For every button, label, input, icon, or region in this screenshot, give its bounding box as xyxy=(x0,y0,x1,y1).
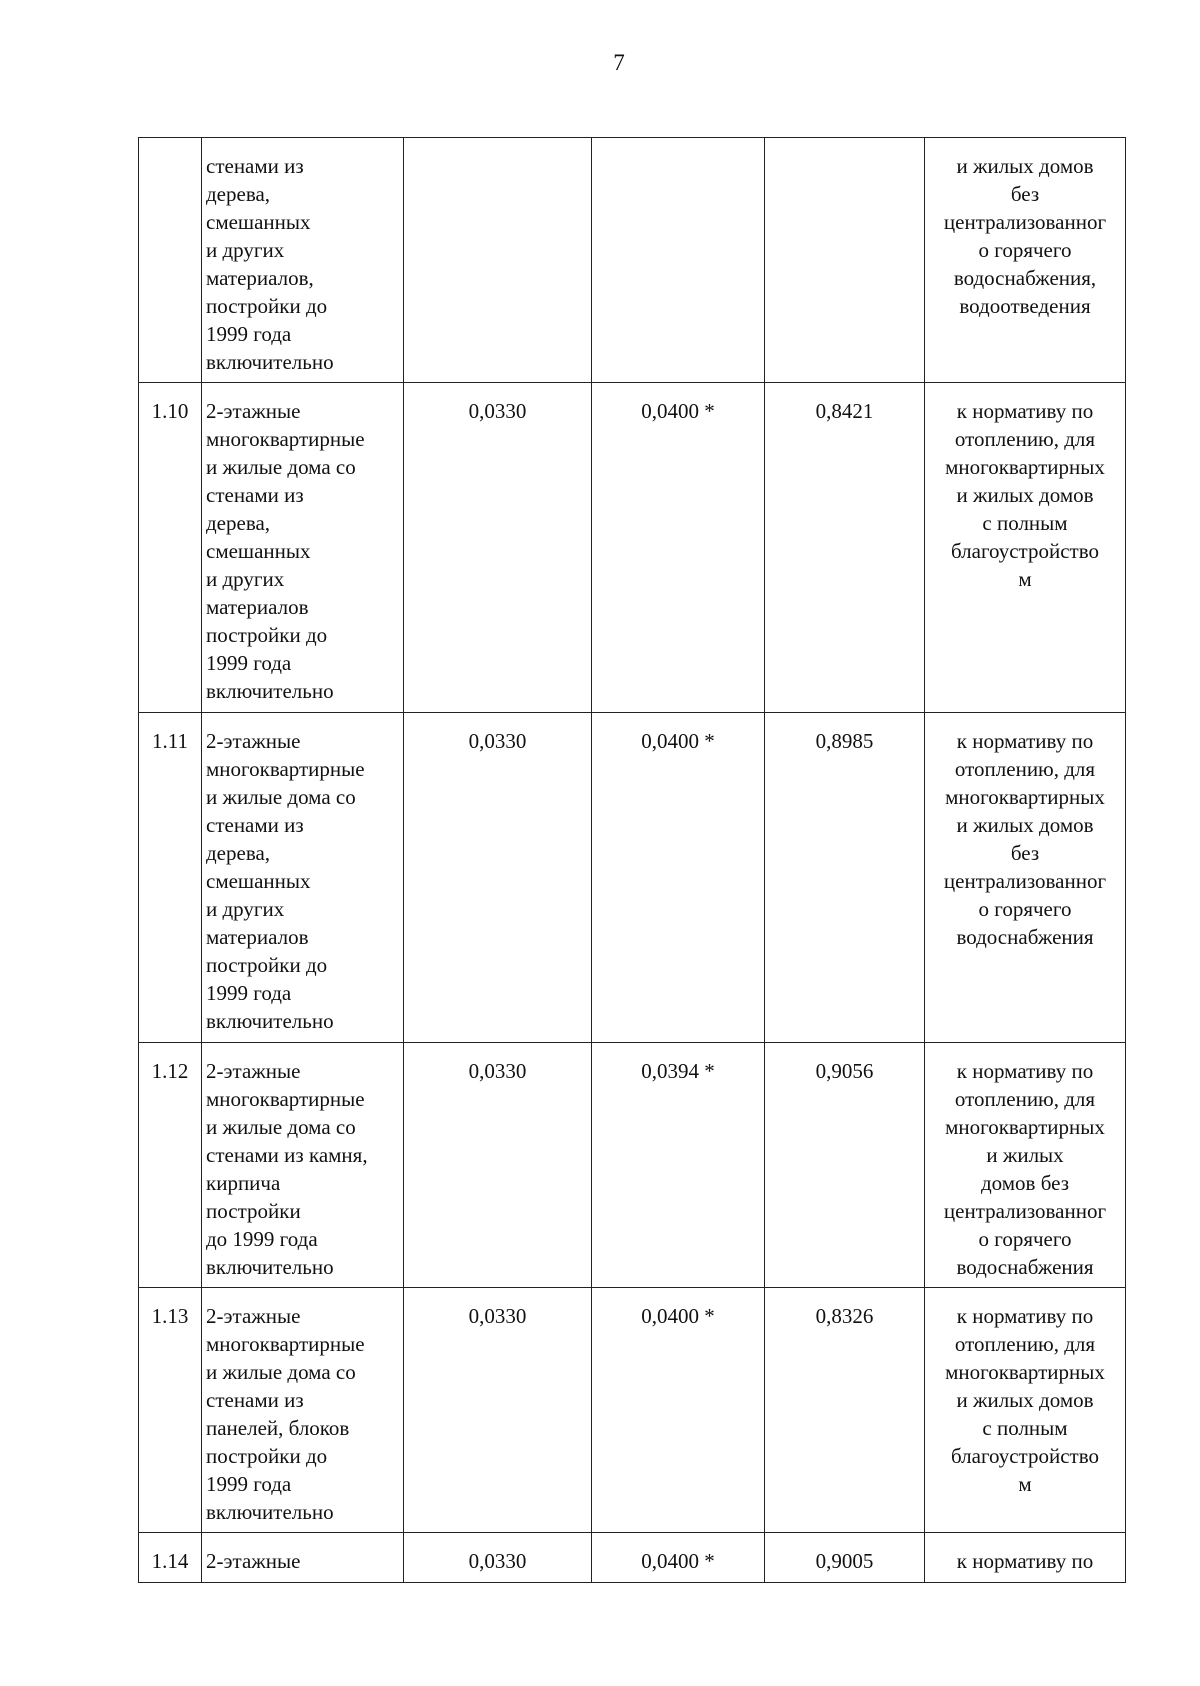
description-line: многоквартирные xyxy=(206,1332,365,1356)
description-line: и жилые дома со xyxy=(206,1115,356,1139)
note-line: централизованног xyxy=(943,869,1107,893)
row-number: 1.14 xyxy=(151,1549,189,1573)
description-line: 2-этажные xyxy=(206,729,301,753)
value-cell-2 xyxy=(592,1288,765,1533)
description-line: стенами из камня, xyxy=(206,1143,368,1167)
row-number: 1.11 xyxy=(152,729,188,753)
table-row xyxy=(139,138,1126,383)
note-line: о горячего xyxy=(978,1227,1072,1251)
table-row xyxy=(139,1533,1126,1583)
description-line: постройки xyxy=(206,1199,301,1223)
description-line: включительно xyxy=(206,679,334,703)
table-body xyxy=(139,138,1126,1583)
note-line: централизованног xyxy=(943,1199,1107,1223)
description-line: и жилые дома со xyxy=(206,785,356,809)
description-line: дерева, xyxy=(206,182,271,206)
note-line: к нормативу по xyxy=(956,399,1094,423)
note-line: без xyxy=(1010,182,1040,206)
note-line: к нормативу по xyxy=(956,1059,1094,1083)
description-cell xyxy=(202,1288,404,1533)
description-line: дерева, xyxy=(206,511,271,535)
value-cell-1 xyxy=(404,138,592,383)
description-line: смешанных xyxy=(206,539,311,563)
value-cell-3 xyxy=(765,1043,925,1288)
value-2: 0,0400 * xyxy=(641,729,715,753)
value-cell-3 xyxy=(765,1533,925,1583)
description-line: 2-этажные xyxy=(206,1059,301,1083)
note-cell xyxy=(925,1288,1126,1533)
note-line: и жилых домов xyxy=(956,154,1094,178)
note-line: к нормативу по xyxy=(956,1304,1094,1328)
value-cell-3 xyxy=(765,713,925,1043)
description-line: смешанных xyxy=(206,869,311,893)
value-3: 0,8985 xyxy=(815,729,874,753)
description-line: материалов, xyxy=(206,266,314,290)
value-cell-1 xyxy=(404,1043,592,1288)
value-cell-3 xyxy=(765,138,925,383)
note-line: домов без xyxy=(980,1171,1070,1195)
value-1: 0,0330 xyxy=(468,729,527,753)
row-number-cell xyxy=(139,1288,202,1533)
description-line: постройки до xyxy=(206,1444,328,1468)
note-line: благоустройство xyxy=(950,539,1099,563)
note-line: и жилых домов xyxy=(956,1388,1094,1412)
note-line: благоустройство xyxy=(950,1444,1099,1468)
table-row xyxy=(139,1288,1126,1533)
value-2: 0,0400 * xyxy=(641,399,715,423)
description-line: материалов xyxy=(206,925,309,949)
description-line: многоквартирные xyxy=(206,427,365,451)
value-3: 0,8421 xyxy=(815,399,874,423)
description-line: стенами из xyxy=(206,813,304,837)
description-line: постройки до xyxy=(206,294,328,318)
value-cell-2 xyxy=(592,1043,765,1288)
description-line: и других xyxy=(206,238,285,262)
value-1: 0,0330 xyxy=(468,399,527,423)
description-line: смешанных xyxy=(206,210,311,234)
value-cell-1 xyxy=(404,383,592,713)
value-1: 0,0330 xyxy=(468,1549,527,1573)
description-line: 1999 года xyxy=(206,1472,292,1496)
value-3: 0,9005 xyxy=(815,1549,874,1573)
row-number: 1.13 xyxy=(151,1304,189,1328)
value-2: 0,0394 * xyxy=(641,1059,715,1083)
description-line: 1999 года xyxy=(206,322,292,346)
note-line: водоснабжения xyxy=(956,925,1094,949)
value-3: 0,9056 xyxy=(815,1059,874,1083)
description-cell xyxy=(202,138,404,383)
value-1: 0,0330 xyxy=(468,1059,527,1083)
row-number-cell xyxy=(139,138,202,383)
value-cell-2 xyxy=(592,713,765,1043)
note-line: водоснабжения xyxy=(956,1255,1094,1279)
note-line: отоплению, для xyxy=(954,757,1096,781)
note-line: м xyxy=(1018,1472,1032,1496)
description-line: стенами из xyxy=(206,483,304,507)
description-cell xyxy=(202,1043,404,1288)
note-line: отоплению, для xyxy=(954,1332,1096,1356)
description-line: и других xyxy=(206,567,285,591)
description-line: и других xyxy=(206,897,285,921)
note-line: к нормативу по xyxy=(956,1549,1094,1573)
value-cell-1 xyxy=(404,713,592,1043)
note-line: централизованног xyxy=(943,210,1107,234)
note-line: отоплению, для xyxy=(954,427,1096,451)
note-line: м xyxy=(1018,567,1032,591)
description-cell xyxy=(202,1533,404,1583)
note-line: многоквартирных xyxy=(945,1360,1105,1384)
description-line: включительно xyxy=(206,1009,334,1033)
description-line: постройки до xyxy=(206,953,328,977)
description-line: дерева, xyxy=(206,841,271,865)
note-line: водоснабжения, xyxy=(953,266,1097,290)
description-line: стенами из xyxy=(206,154,304,178)
description-line: панелей, блоков xyxy=(206,1416,350,1440)
note-line: и жилых xyxy=(986,1143,1064,1167)
value-cell-2 xyxy=(592,1533,765,1583)
row-number-cell xyxy=(139,1533,202,1583)
description-line: включительно xyxy=(206,1500,334,1524)
row-number-cell xyxy=(139,713,202,1043)
table-row xyxy=(139,1043,1126,1288)
note-cell xyxy=(925,383,1126,713)
note-line: к нормативу по xyxy=(956,729,1094,753)
value-2: 0,0400 * xyxy=(641,1304,715,1328)
note-line: многоквартирных xyxy=(945,785,1105,809)
note-line: о горячего xyxy=(978,897,1072,921)
note-line: о горячего xyxy=(978,238,1072,262)
row-number-cell xyxy=(139,1043,202,1288)
page-number: 7 xyxy=(613,50,625,75)
description-line: включительно xyxy=(206,1255,334,1279)
description-line: 2-этажные xyxy=(206,399,301,423)
note-line: без xyxy=(1010,841,1040,865)
row-number-cell xyxy=(139,383,202,713)
description-line: многоквартирные xyxy=(206,757,365,781)
value-cell-2 xyxy=(592,383,765,713)
description-cell xyxy=(202,383,404,713)
description-line: включительно xyxy=(206,350,334,374)
note-line: и жилых домов xyxy=(956,483,1094,507)
description-line: материалов xyxy=(206,595,309,619)
description-line: до 1999 года xyxy=(206,1227,318,1251)
description-line: 1999 года xyxy=(206,651,292,675)
description-cell xyxy=(202,713,404,1043)
note-cell xyxy=(925,1043,1126,1288)
description-line: и жилые дома со xyxy=(206,1360,356,1384)
note-line: с полным xyxy=(982,1416,1068,1440)
description-line: 2-этажные xyxy=(206,1549,301,1573)
row-number: 1.10 xyxy=(151,399,189,423)
value-1: 0,0330 xyxy=(468,1304,527,1328)
table-row xyxy=(139,713,1126,1043)
value-3: 0,8326 xyxy=(815,1304,874,1328)
note-line: и жилых домов xyxy=(956,813,1094,837)
value-cell-1 xyxy=(404,1533,592,1583)
norms-table xyxy=(138,137,1126,1583)
value-cell-2 xyxy=(592,138,765,383)
value-2: 0,0400 * xyxy=(641,1549,715,1573)
note-line: отоплению, для xyxy=(954,1087,1096,1111)
value-cell-3 xyxy=(765,383,925,713)
description-line: стенами из xyxy=(206,1388,304,1412)
table-row xyxy=(139,383,1126,713)
note-line: многоквартирных xyxy=(945,455,1105,479)
description-line: кирпича xyxy=(206,1171,281,1195)
value-cell-3 xyxy=(765,1288,925,1533)
description-line: 2-этажные xyxy=(206,1304,301,1328)
description-line: и жилые дома со xyxy=(206,455,356,479)
note-cell xyxy=(925,713,1126,1043)
note-line: с полным xyxy=(982,511,1068,535)
note-line: водоотведения xyxy=(959,294,1091,318)
note-cell xyxy=(925,1533,1126,1583)
value-cell-1 xyxy=(404,1288,592,1533)
note-line: многоквартирных xyxy=(945,1115,1105,1139)
description-line: постройки до xyxy=(206,623,328,647)
description-line: 1999 года xyxy=(206,981,292,1005)
note-cell xyxy=(925,138,1126,383)
row-number: 1.12 xyxy=(151,1059,189,1083)
description-line: многоквартирные xyxy=(206,1087,365,1111)
